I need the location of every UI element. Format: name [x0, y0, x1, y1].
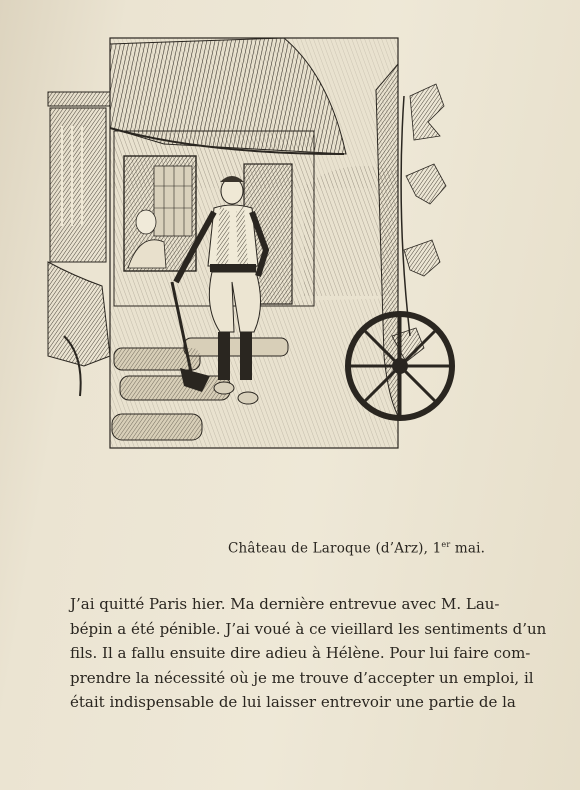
- carved-cabinet: [48, 92, 110, 396]
- dateline-month: mai.: [450, 540, 486, 557]
- dateline-caption: [228, 540, 485, 557]
- text-line-3: fils. Il a fallu ensuite dire adieu à Hélène. Pour lui faire com-: [70, 644, 531, 662]
- dateline-place: Château de Laroque (d’Arz), 1: [228, 540, 442, 557]
- engraving-illustration: [44, 36, 460, 454]
- text-line-2: bépin a été pénible. J’ai voué à ce vieillard les sentiments d’un: [70, 619, 547, 638]
- body-paragraph: [70, 592, 547, 715]
- text-line-5: était indispensable de lui laisser entrevoir une partie de la: [70, 693, 516, 711]
- text-line-1: J’ai quitté Paris hier. Ma dernière entrevue avec M. Lau-: [70, 595, 500, 613]
- dateline-ordinal: er: [441, 540, 451, 549]
- text-line-4: prendre la nécessité où je me trouve d’accepter un emploi, il: [70, 668, 534, 687]
